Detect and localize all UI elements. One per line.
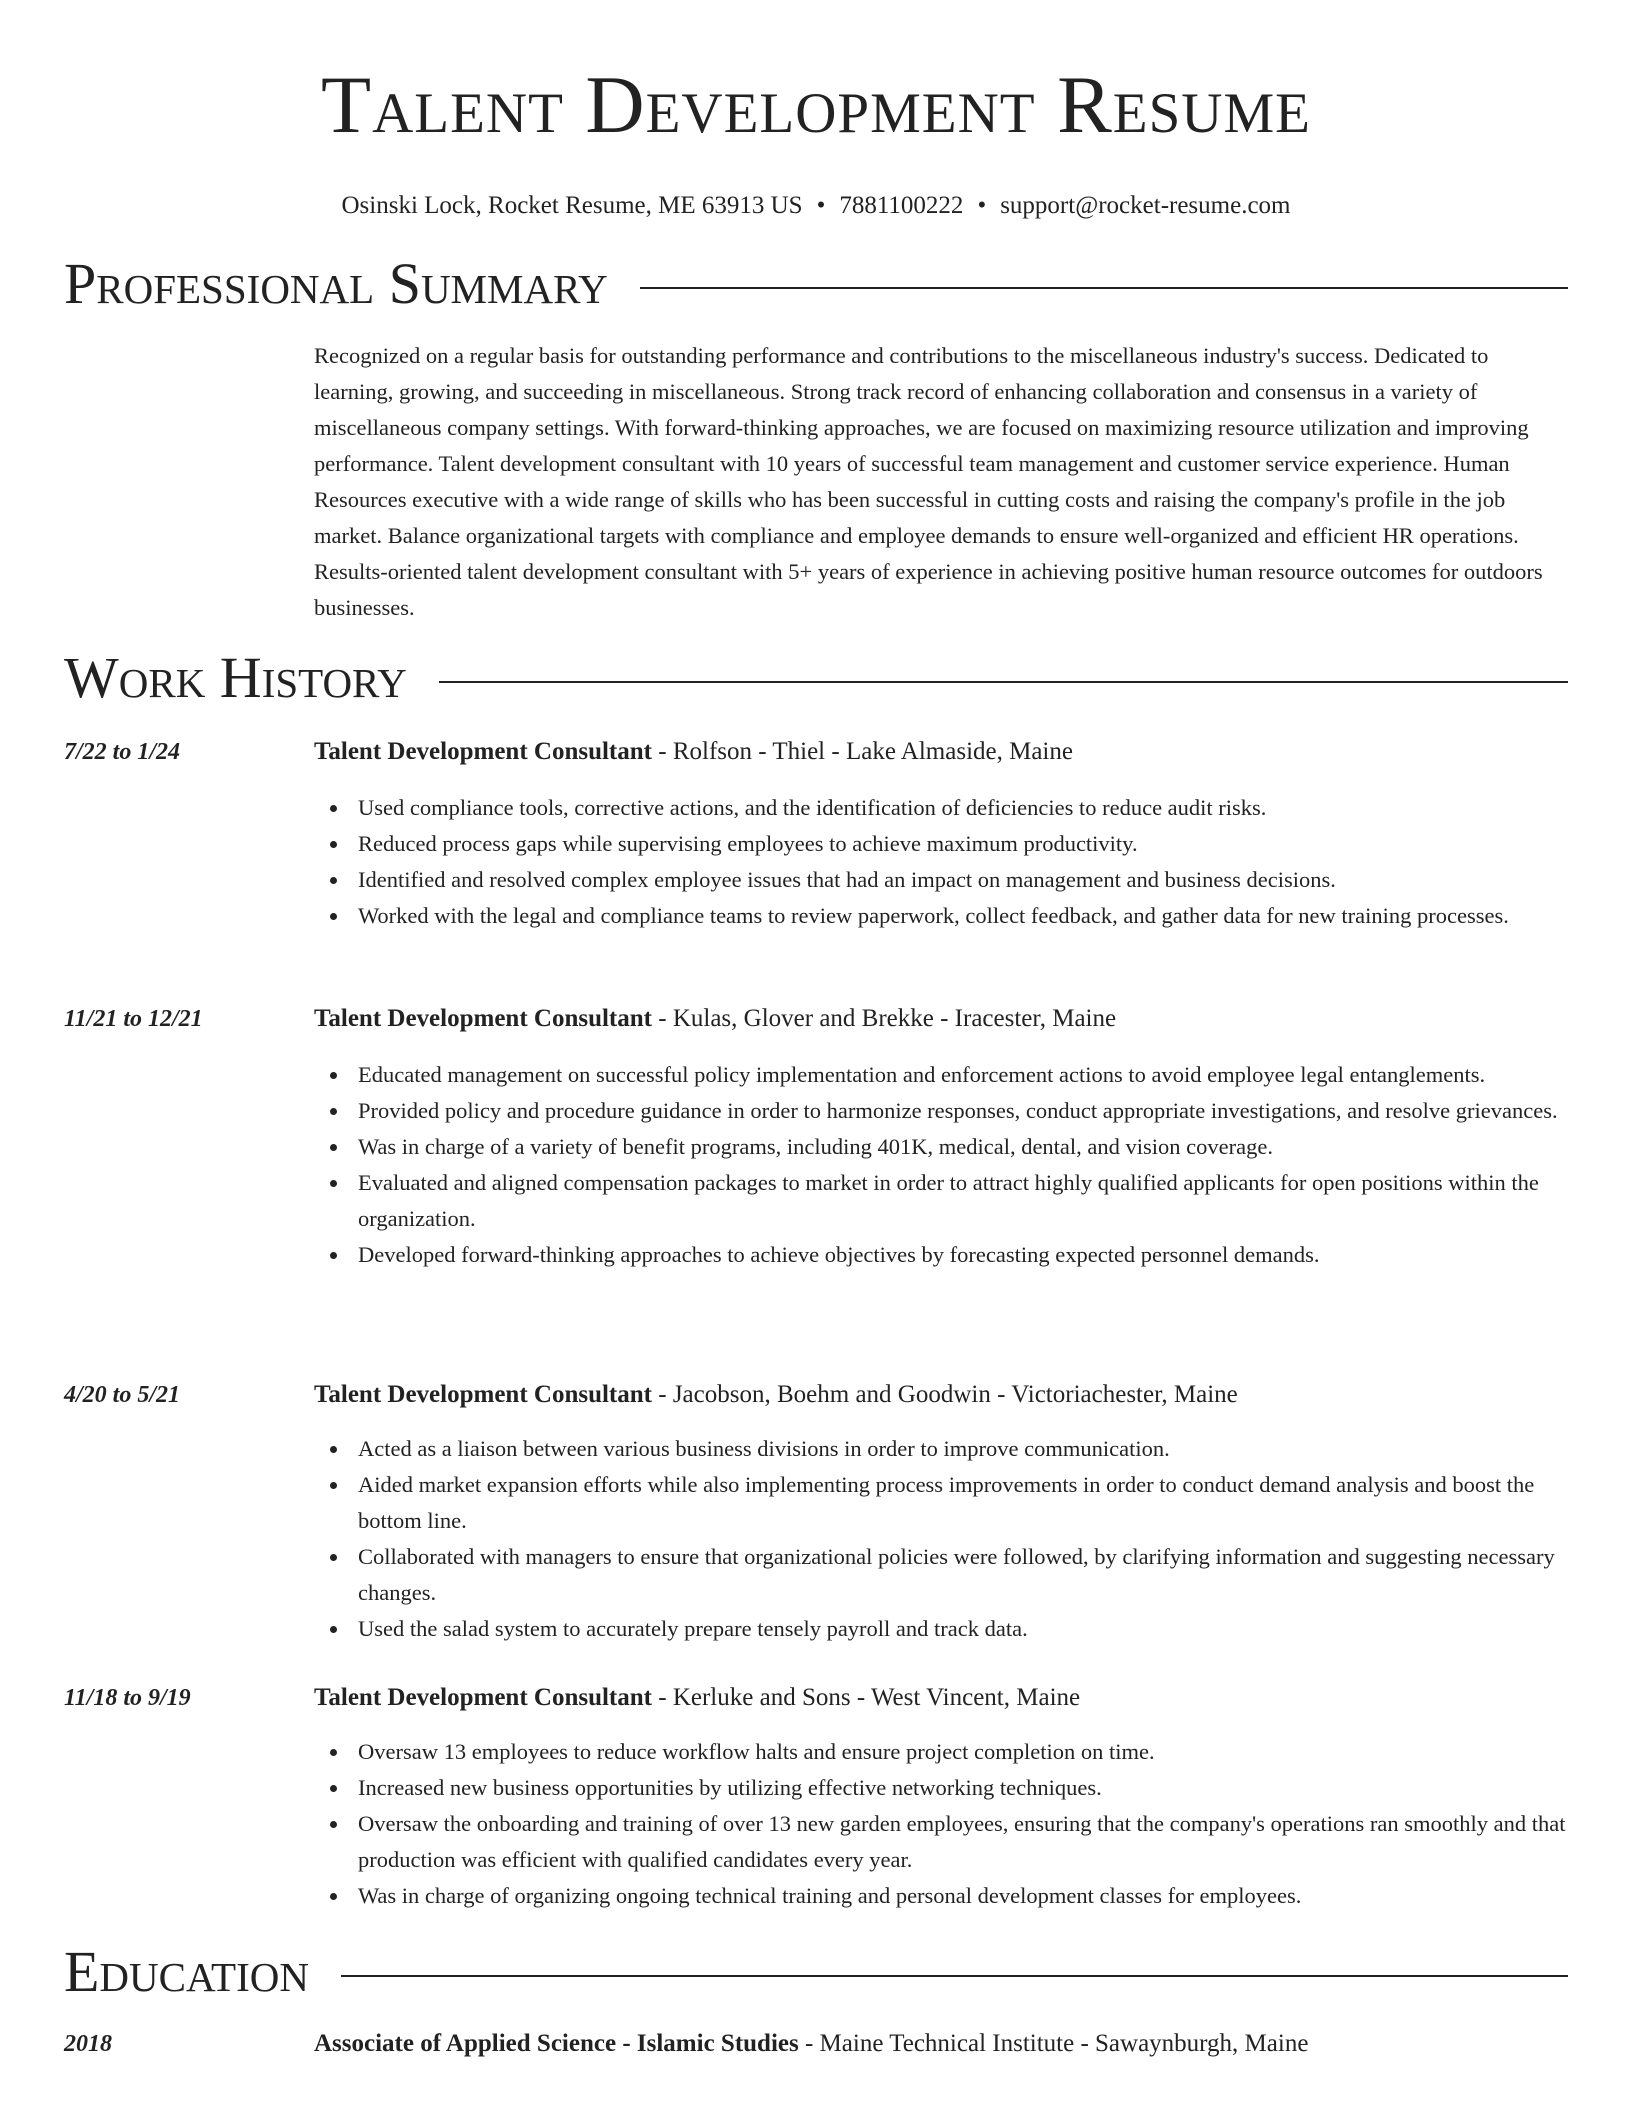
job-employer: - Jacobson, Boehm and Goodwin - Victoriachester, Maine xyxy=(652,1381,1238,1408)
education-heading: Education xyxy=(64,1939,309,2004)
section-divider xyxy=(341,1975,1568,1977)
job-bullet: Oversaw the onboarding and training of over 13 new garden employees, ensuring that the company's operations ran smoothly and that production was efficient with qualified candidates every year. xyxy=(358,1806,1568,1878)
contact-address: Osinski Lock, Rocket Resume, ME 63913 US xyxy=(341,192,803,219)
job-dates: 11/18 to 9/19 xyxy=(64,1685,191,1711)
education-year: 2018 xyxy=(64,2031,112,2057)
job-header xyxy=(314,736,1073,768)
education-degree: Associate of Applied Science - Islamic Studies xyxy=(314,2030,799,2057)
job-bullet: Educated management on successful policy implementation and enforcement actions to avoid employee legal entanglements. xyxy=(358,1057,1568,1093)
contact-line xyxy=(64,190,1568,222)
job-bullet: Provided policy and procedure guidance in order to harmonize responses, conduct appropriate investigations, and resolve grievances. xyxy=(358,1093,1568,1129)
job-employer: - Kerluke and Sons - West Vincent, Maine xyxy=(652,1684,1081,1711)
job-bullet: Was in charge of organizing ongoing technical training and personal development classes for employees. xyxy=(358,1878,1568,1914)
job-header xyxy=(314,1682,1080,1714)
job-bullet: Worked with the legal and compliance teams to review paperwork, collect feedback, and gather data for new training processes. xyxy=(358,898,1568,934)
job-bullet: Reduced process gaps while supervising employees to achieve maximum productivity. xyxy=(358,826,1568,862)
job-bullet: Was in charge of a variety of benefit programs, including 401K, medical, dental, and vision coverage. xyxy=(358,1129,1568,1165)
summary-section-header xyxy=(64,252,1568,316)
job-bullet: Aided market expansion efforts while also implementing process improvements in order to conduct demand analysis and boost the bottom line. xyxy=(358,1467,1568,1539)
contact-separator: • xyxy=(977,192,987,219)
job-bullets xyxy=(358,1057,1568,1273)
job-bullet: Collaborated with managers to ensure that organizational policies were followed, by clarifying information and suggesting necessary changes. xyxy=(358,1539,1568,1611)
job-dates: 4/20 to 5/21 xyxy=(64,1382,181,1408)
summary-heading: Professional Summary xyxy=(64,251,608,316)
job-bullet: Evaluated and aligned compensation packages to market in order to attract highly qualified applicants for open positions within the organization. xyxy=(358,1165,1568,1237)
job-bullet: Developed forward-thinking approaches to achieve objectives by forecasting expected personnel demands. xyxy=(358,1237,1568,1273)
section-divider xyxy=(640,287,1568,289)
job-bullet: Used the salad system to accurately prepare tensely payroll and track data. xyxy=(358,1611,1568,1647)
job-employer: - Kulas, Glover and Brekke - Iracester, Maine xyxy=(652,1005,1117,1032)
contact-separator: • xyxy=(816,192,826,219)
work-history-heading: Work History xyxy=(64,645,407,710)
education-header xyxy=(314,2028,1308,2060)
job-bullet: Identified and resolved complex employee issues that had an impact on management and business decisions. xyxy=(358,862,1568,898)
work-history-section-header xyxy=(64,646,1568,710)
job-title: Talent Development Consultant xyxy=(314,1005,652,1032)
job-header xyxy=(314,1003,1116,1035)
job-header xyxy=(314,1379,1238,1411)
job-title: Talent Development Consultant xyxy=(314,738,652,765)
job-bullet: Increased new business opportunities by utilizing effective networking techniques. xyxy=(358,1770,1568,1806)
contact-phone: 7881100222 xyxy=(839,192,964,219)
resume-page xyxy=(64,0,1568,2057)
education-institution: - Maine Technical Institute - Sawaynburgh, Maine xyxy=(798,2030,1309,2057)
job-bullet: Oversaw 13 employees to reduce workflow halts and ensure project completion on time. xyxy=(358,1734,1568,1770)
job-title: Talent Development Consultant xyxy=(314,1381,652,1408)
section-divider xyxy=(439,681,1568,683)
job-dates: 7/22 to 1/24 xyxy=(64,739,181,765)
job-bullets xyxy=(358,790,1568,934)
job-employer: - Rolfson - Thiel - Lake Almaside, Maine xyxy=(652,738,1073,765)
job-title: Talent Development Consultant xyxy=(314,1684,652,1711)
education-section-header xyxy=(64,1940,1568,2004)
resume-title: Talent Development Resume xyxy=(321,59,1311,150)
job-bullets xyxy=(358,1734,1568,1914)
job-bullets xyxy=(358,1431,1568,1647)
job-dates: 11/21 to 12/21 xyxy=(64,1006,203,1032)
summary-text: Recognized on a regular basis for outstanding performance and contributions to the miscellaneous industry's success. Dedicated to learning, growing, and succeeding in miscellaneous. Strong track record of enhancing collaboration and consensus in a variety of miscellaneous company settings. With forward-thinking approaches, we are focused on maximizing resource utilization and improving performance. Talent development consultant with 10 years of successful team management and customer service experience. Human Resources executive with a wide range of skills who has been successful in cutting costs and raising the company's profile in the job market. Balance organizational targets with compliance and employee demands to ensure well-organized and efficient HR operations. Results-oriented talent development consultant with 5+ years of experience in achieving positive human resource outcomes for outdoors businesses. xyxy=(314,343,1543,620)
job-bullet: Acted as a liaison between various business divisions in order to improve communication. xyxy=(358,1431,1568,1467)
job-bullet: Used compliance tools, corrective actions, and the identification of deficiencies to reduce audit risks. xyxy=(358,790,1568,826)
contact-email: support@rocket-resume.com xyxy=(1000,192,1291,219)
